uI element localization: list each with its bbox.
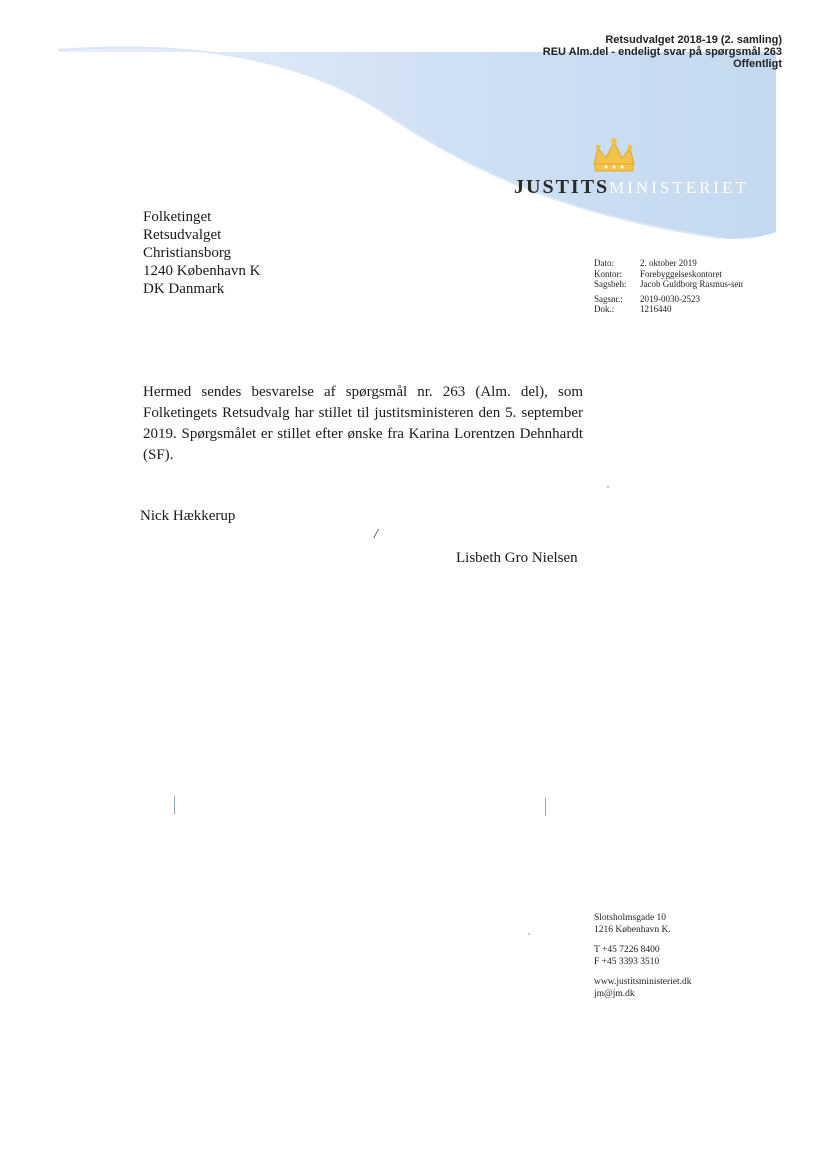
stamp-committee: Retsudvalget 2018-19 (2. samling) — [605, 34, 782, 46]
signature-minister: Nick Hækkerup — [140, 508, 236, 524]
footer-website: www.justitsministeriet.dk — [594, 977, 692, 987]
meta-doc-label: Dok.: — [594, 304, 615, 314]
scan-speck — [607, 486, 609, 488]
ministry-logo — [514, 176, 749, 199]
logo-text-justits: JUSTITS — [514, 176, 610, 198]
meta-case-value: 2019-0030-2523 — [640, 293, 700, 304]
ministry-contact-footer — [594, 913, 692, 1000]
meta-date-value: 2. oktober 2019 — [640, 258, 697, 268]
recipient-address — [143, 208, 260, 298]
footer-city: 1216 København K. — [594, 924, 671, 935]
meta-handler-value: Jacob Guldborg Rasmus-sen — [640, 279, 743, 289]
scan-mark — [174, 796, 175, 814]
meta-office-label: Kontor: — [594, 268, 622, 279]
recipient-line: Folketinget — [143, 209, 212, 225]
scan-mark — [545, 798, 546, 816]
recipient-line: DK Danmark — [143, 281, 225, 297]
meta-doc-row — [594, 304, 748, 315]
footer-fax: F +45 3393 3510 — [594, 956, 660, 967]
recipient-line: Christiansborg — [143, 245, 232, 261]
crown-icon — [590, 136, 638, 176]
meta-handler-label: Sagsbeh: — [594, 279, 627, 289]
recipient-line: Retsudvalget — [143, 227, 222, 243]
meta-office-row — [594, 269, 748, 280]
footer-phone: T +45 7226 8400 — [594, 945, 660, 955]
letter-body: Hermed sendes besvarelse af spørgsmål nr. 263 (Alm. del), som Folketingets Retsudvalg har stillet til justitsministeren den 5. september 2019. Spørgsmålet er stillet efter ønske fra Karina Lorentzen Dehnhardt (SF). — [143, 384, 583, 463]
footer-street: Slotsholmsgade 10 — [594, 913, 667, 923]
meta-doc-value: 1216440 — [640, 304, 672, 314]
logo-text-ministeriet: MINISTERIET — [609, 178, 749, 197]
recipient-line: 1240 København K — [143, 263, 261, 279]
signature-separator: / — [374, 527, 378, 542]
meta-case-row — [594, 294, 748, 305]
scan-speck — [528, 933, 530, 935]
signature-official: Lisbeth Gro Nielsen — [456, 550, 578, 566]
meta-handler-row — [594, 279, 748, 290]
stamp-reference: REU Alm.del - endeligt svar på spørgsmål 263 — [542, 46, 782, 58]
document-stamp — [543, 34, 782, 70]
meta-office-value: Forebyggelseskontoret — [640, 268, 722, 279]
meta-date-label: Dato: — [594, 258, 614, 268]
case-metadata — [594, 258, 748, 315]
stamp-status: Offentligt — [733, 58, 782, 70]
footer-email: jm@jm.dk — [594, 988, 635, 999]
meta-date-row — [594, 258, 748, 269]
meta-case-label: Sagsnr.: — [594, 293, 623, 304]
